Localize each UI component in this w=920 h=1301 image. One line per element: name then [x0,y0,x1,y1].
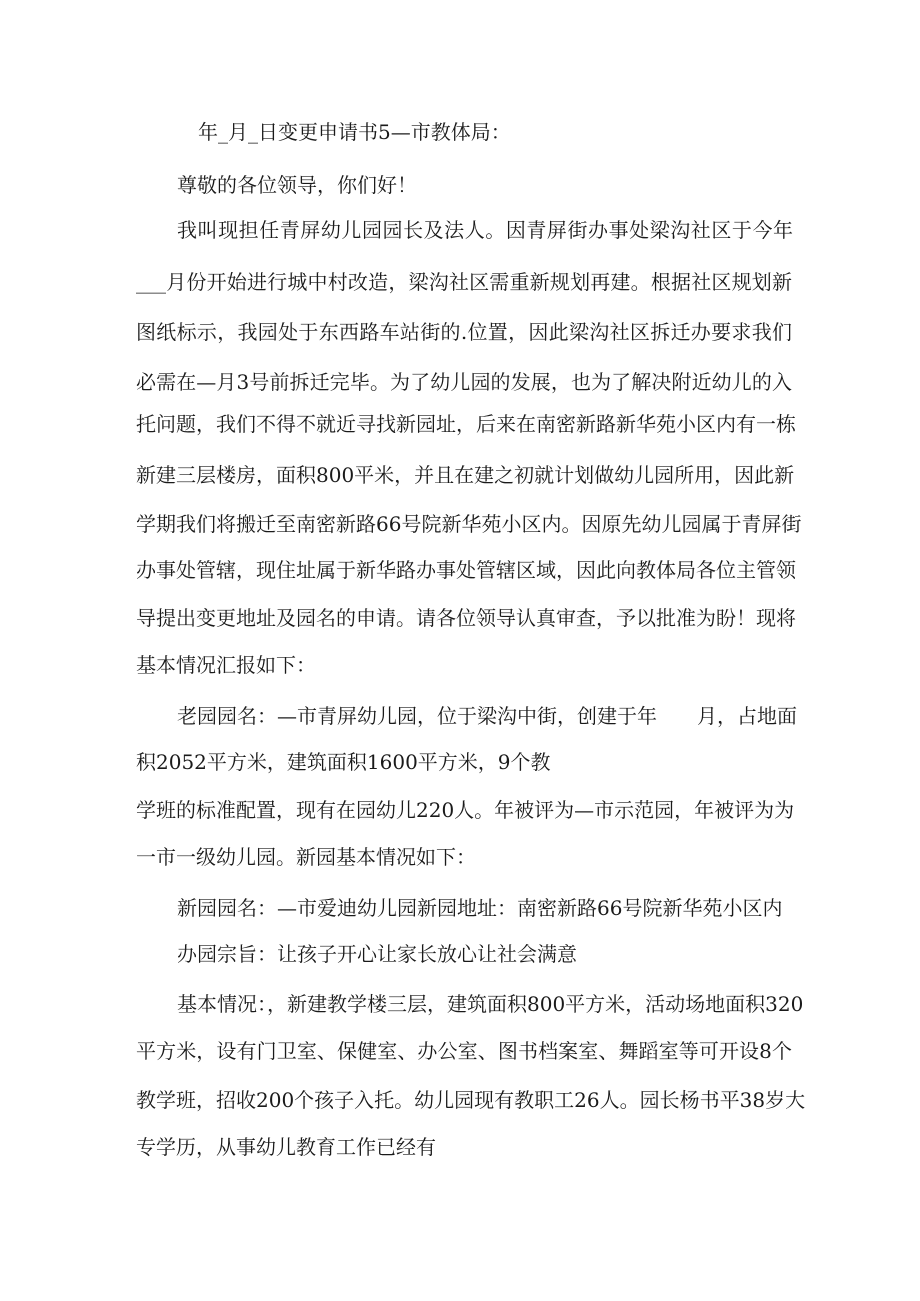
salutation-line: 尊敬的各位领导，你们好！ [177,173,417,197]
paragraph-line: 我叫现担任青屏幼儿园园长及法人。因青屏街办事处梁沟社区于今年 [177,218,793,242]
paragraph-line: 学期我们将搬迁至南密新路66号院新华苑小区内。因原先幼儿园属于青屏街 [136,512,802,536]
paragraph-line: 新园园名：—市爱迪幼儿园新园地址：南密新路66号院新华苑小区内 [177,896,783,920]
paragraph-line: 图纸标示，我园处于东西路车站街的.位置，因此梁沟社区拆迁办要求我们 [136,320,792,344]
paragraph-line: 专学历，从事幼儿教育工作已经有 [136,1135,436,1159]
paragraph-line: 老园园名：—市青屏幼儿园，位于梁沟中街，创建于年 月，占地面 [177,704,797,728]
paragraph-line: 一市一级幼儿园。新园基本情况如下： [136,845,476,869]
paragraph-line: 托问题，我们不得不就近寻找新园址，后来在南密新路新华苑小区内有一栋 [136,412,796,436]
paragraph-line: ___月份开始进行城中村改造，梁沟社区需重新规划再建。根据社区规划新 [136,270,792,294]
paragraph-line: 教学班，招收200个孩子入托。幼儿园现有教职工26人。园长杨书平38岁大 [136,1088,806,1112]
paragraph-line: 办园宗旨：让孩子开心让家长放心让社会满意 [177,942,577,966]
paragraph-line: 基本情况汇报如下： [136,653,316,677]
paragraph-line: 学班的标准配置，现有在园幼儿220人。年被评为—市示范园，年被评为为 [136,798,795,822]
paragraph-line: 基本情况：，新建教学楼三层，建筑面积800平方米，活动场地面积320 [177,992,804,1016]
paragraph-line: 必需在—月3号前拆迁完毕。为了幼儿园的发展，也为了解决附近幼儿的入 [136,370,792,394]
paragraph-line: 导提出变更地址及园名的申请。请各位领导认真审查，予以批准为盼！现将 [136,606,796,630]
paragraph-line: 办事处管辖，现住址属于新华路办事处管辖区域，因此向教体局各位主管领 [136,558,796,582]
paragraph-line: 平方米，设有门卫室、保健室、办公室、图书档案室、舞蹈室等可开设8个 [136,1039,792,1063]
paragraph-line: 积2052平方米，建筑面积1600平方米，9个教 [136,750,551,774]
paragraph-line: 新建三层楼房，面积800平米，并且在建之初就计划做幼儿园所用，因此新 [136,463,795,487]
heading-line: 年_月_日变更申请书5—市教体局： [198,120,511,144]
